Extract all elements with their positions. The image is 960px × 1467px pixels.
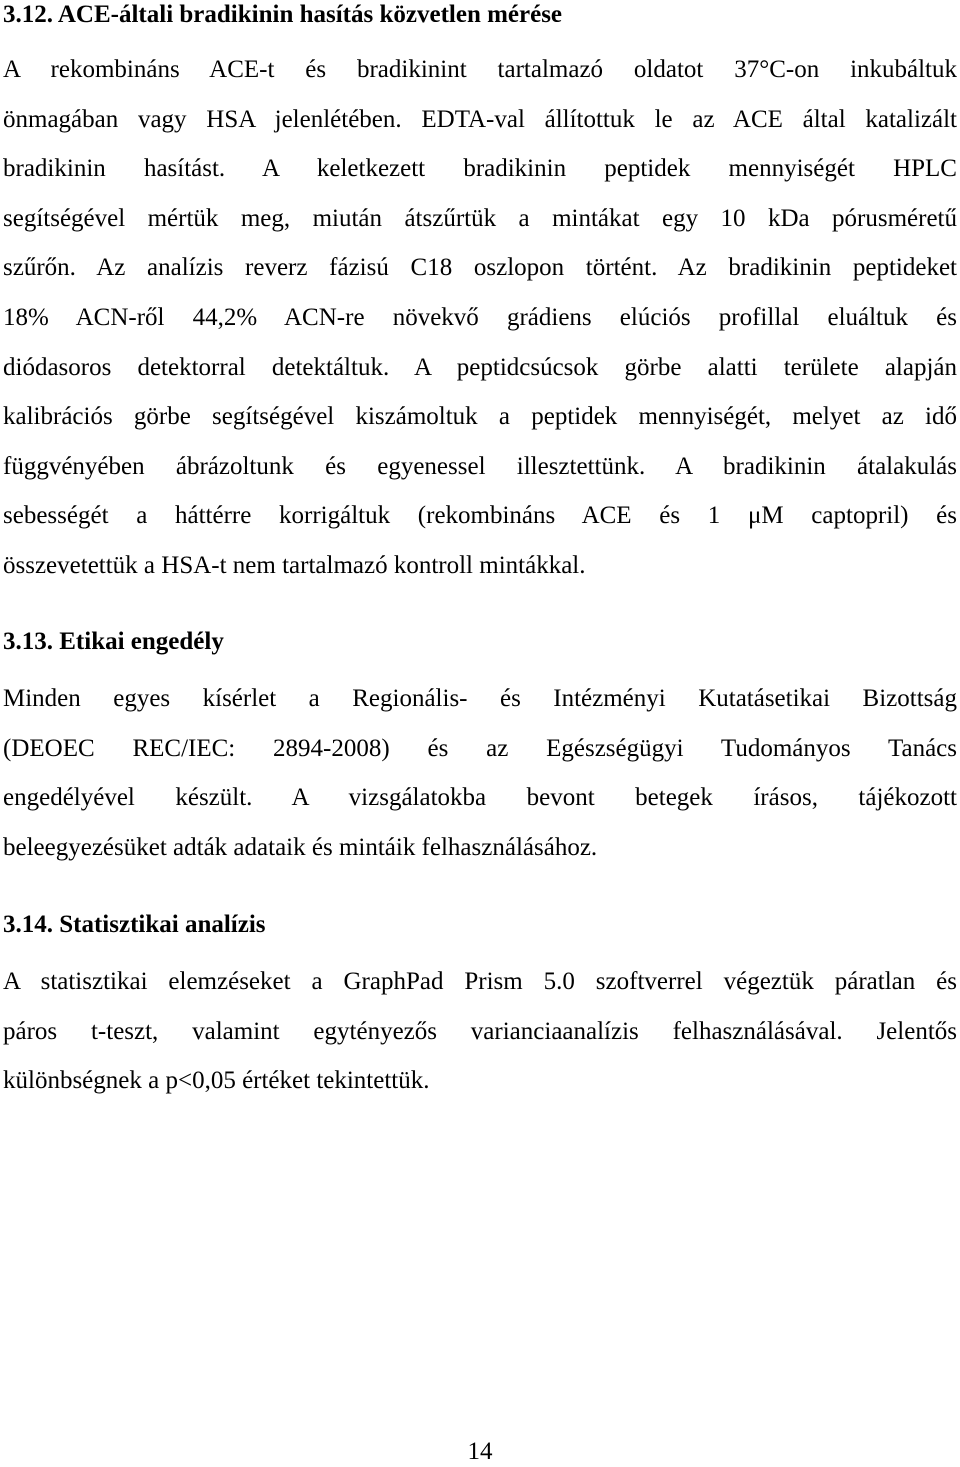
paragraph-line: beleegyezésüket adták adataik és mintáik felhasználásához. bbox=[3, 833, 598, 861]
paragraph-line: segítségével mértük meg, miután átszűrtük a mintákat egy 10 kDa pórusméretű bbox=[3, 204, 957, 232]
section-heading-3-13: 3.13. Etikai engedély bbox=[3, 628, 224, 655]
paragraph-line: engedélyével készült. A vizsgálatokba bevont betegek írásos, tájékozott bbox=[3, 784, 957, 812]
paragraph-line: kalibrációs görbe segítségével kiszámoltuk a peptidek mennyiségét, melyet az idő bbox=[3, 403, 957, 431]
paragraph-line: Minden egyes kísérlet a Regionális- és Intézményi Kutatásetikai Bizottság bbox=[3, 685, 957, 712]
section-heading-3-12: 3.12. ACE-általi bradikinin hasítás közvetlen mérése bbox=[3, 1, 563, 28]
paragraph-line: önmagában vagy HSA jelenlétében. EDTA-val állítottuk le az ACE által katalizált bbox=[3, 105, 957, 133]
paragraph-line: összevetettük a HSA-t nem tartalmazó kontroll mintákkal. bbox=[3, 551, 586, 579]
paragraph-line: diódasoros detektorral detektáltuk. A peptidcsúcsok görbe alatti területe alapján bbox=[3, 353, 957, 381]
paragraph-line: szűrőn. Az analízis reverz fázisú C18 oszlopon történt. Az bradikinin peptideket bbox=[3, 254, 957, 282]
section-paragraph-3-14 bbox=[3, 957, 957, 1106]
paragraph-line: sebességét a háttérre korrigáltuk (rekombináns ACE és 1 μM captopril) és bbox=[3, 502, 957, 530]
paragraph-line: függvényében ábrázoltunk és egyenessel illesztettünk. A bradikinin átalakulás bbox=[3, 452, 957, 480]
paragraph-line: bradikinin hasítást. A keletkezett bradikinin peptidek mennyiségét HPLC bbox=[3, 155, 957, 183]
section-paragraph-3-13 bbox=[3, 674, 957, 872]
paragraph-line: (DEOEC REC/IEC: 2894-2008) és az Egészségügyi Tudományos Tanács bbox=[3, 734, 957, 762]
paragraph-line: különbségnek a p<0,05 értéket tekintettük. bbox=[3, 1067, 430, 1095]
paragraph-line: páros t-teszt, valamint egytényezős varianciaanalízis felhasználásával. Jelentős bbox=[3, 1017, 957, 1045]
paragraph-line: A statisztikai elemzéseket a GraphPad Prism 5.0 szoftverrel végeztük páratlan és bbox=[3, 968, 957, 995]
page-number: 14 bbox=[467, 1438, 493, 1465]
section-paragraph-3-12 bbox=[3, 45, 957, 591]
paragraph-line: A rekombináns ACE-t és bradikinint tartalmazó oldatot 37°C-on inkubáltuk bbox=[3, 56, 957, 83]
paragraph-line: 18% ACN-ről 44,2% ACN-re növekvő grádiens elúciós profillal eluáltuk és bbox=[3, 303, 957, 331]
section-heading-3-14: 3.14. Statisztikai analízis bbox=[3, 911, 266, 938]
